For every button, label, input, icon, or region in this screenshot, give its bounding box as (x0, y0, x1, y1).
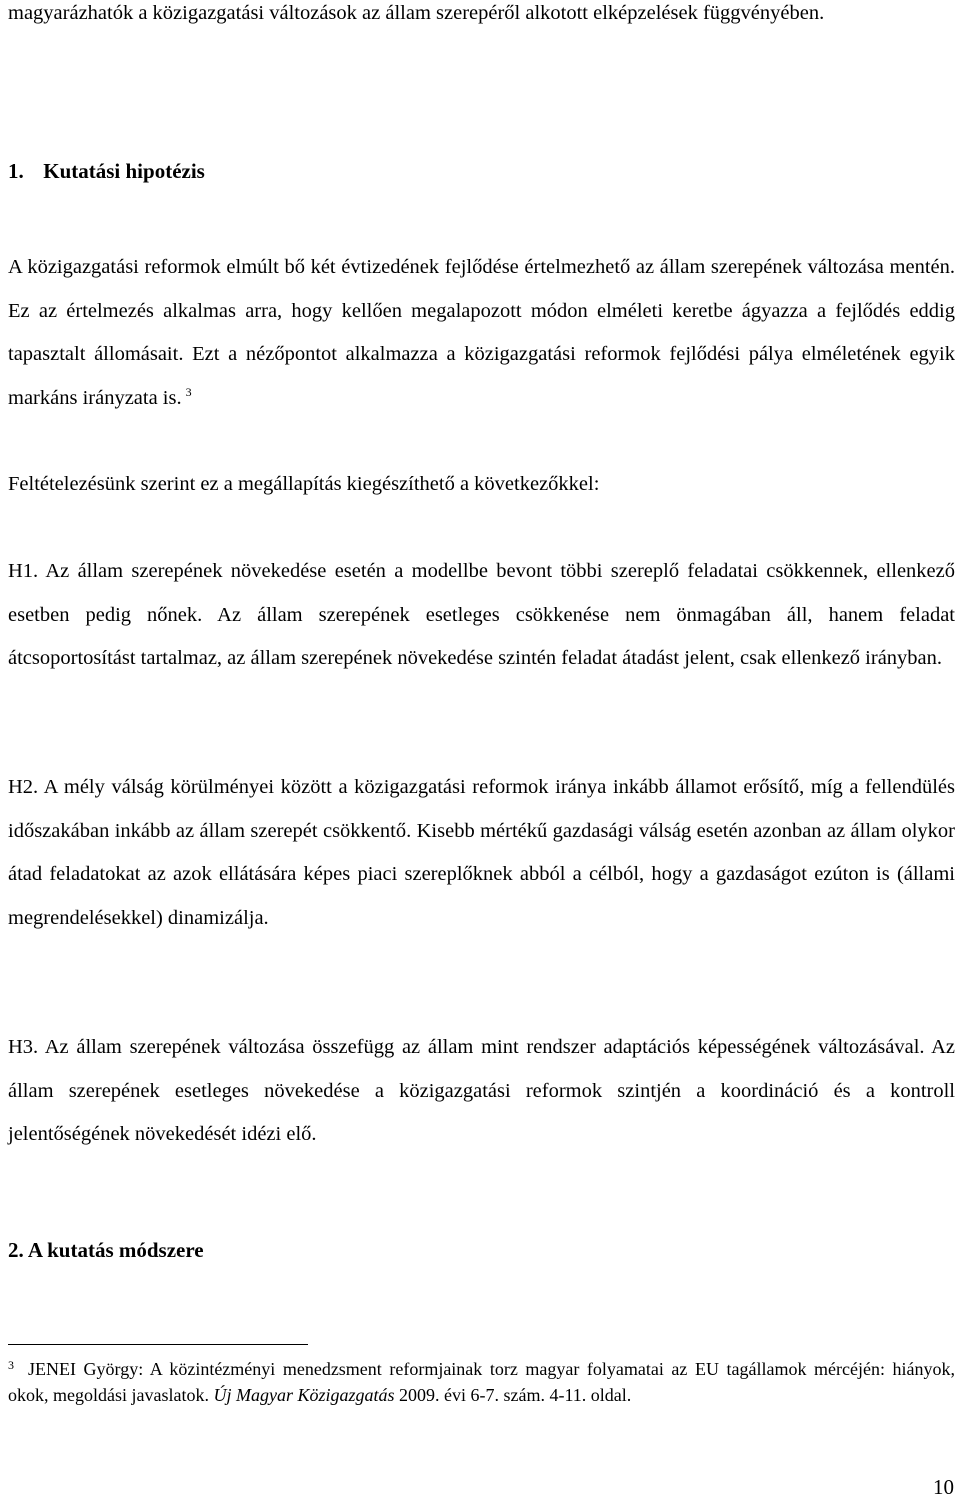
footnote-text-b: 2009. évi 6-7. szám. 4-11. oldal. (394, 1385, 632, 1405)
hypothesis-h2: H2. A mély válság körülményei között a közigazgatási reformok iránya inkább államot erősítő, míg a fellendülés időszakában inkább az állam szerepét csökkentő. Kisebb mértékű gazdasági válság esetén azonban az állam olykor átad feladatokat az azok ellátására képes piaci szereplőknek abból a célból, hogy a gazdaságot ezúton is (állami megrendelésekkel) dinamizálja. (8, 776, 955, 929)
section-1-heading (8, 156, 205, 186)
section-1-number: 1. (8, 159, 24, 183)
hypothesis-intro-paragraph: A közigazgatási reformok elmúlt bő két évtizedének fejlődése értelmezhető az állam szerepének változása mentén. Ez az értelmezés alkalmas arra, hogy kellően megalapozott módon elméleti keretbe ágyazza a fejlődés eddig tapasztalt állomásait. Ezt a nézőpontot alkalmazza a közigazgatási reformok fejlődési pálya elméletének egyik markáns irányzata is. $^3$ (8, 256, 955, 409)
hypothesis-h3: H3. Az állam szerepének változása összefügg az állam mint rendszer adaptációs képességének változásával. Az állam szerepének esetleges növekedése a közigazgatási reformok szintjén a koordináció és a kontroll jelentőségének növekedését idézi elő. (8, 1036, 955, 1145)
footnote-author-initial: J (28, 1359, 36, 1379)
footnote-journal: Új Magyar Közigazgatás (213, 1385, 395, 1405)
hypothesis-h1: H1. Az állam szerepének növekedése esetén a modellbe bevont többi szereplő feladatai csökkennek, ellenkező esetben pedig nőnek. Az állam szerepének esetleges csökkenése nem önmagában áll, hanem feladat átcsoportosítást tartalmaz, az állam szerepének növekedése szintén feladat átadást jelent, csak ellenkező irányban. (8, 560, 955, 669)
footnote (8, 1356, 955, 1408)
page-number: 10 (933, 1475, 954, 1499)
section-1-title: Kutatási hipotézis (43, 159, 205, 183)
footnote-divider (8, 1344, 308, 1345)
assumption-paragraph: Feltételezésünk szerint ez a megállapítás kiegészíthető a következőkkel: (8, 473, 600, 495)
footnote-reference[interactable]: 3 (185, 384, 192, 399)
intro-paragraph: magyarázhatók a közigazgatási változások az állam szerepéről alkotott elképzelések függvényében. (8, 2, 825, 24)
footnote-text-a: György: A közintézményi menedzsment reformjainak torz magyar folyamatai az EU tagállamok mércéjén: hiányok, okok, megoldási javaslatok. (8, 1359, 955, 1405)
footnote-author-rest: ENEI (35, 1359, 76, 1379)
section-2-heading: 2. A kutatás módszere (8, 1238, 204, 1262)
footnote-marker: 3 (8, 1358, 14, 1372)
